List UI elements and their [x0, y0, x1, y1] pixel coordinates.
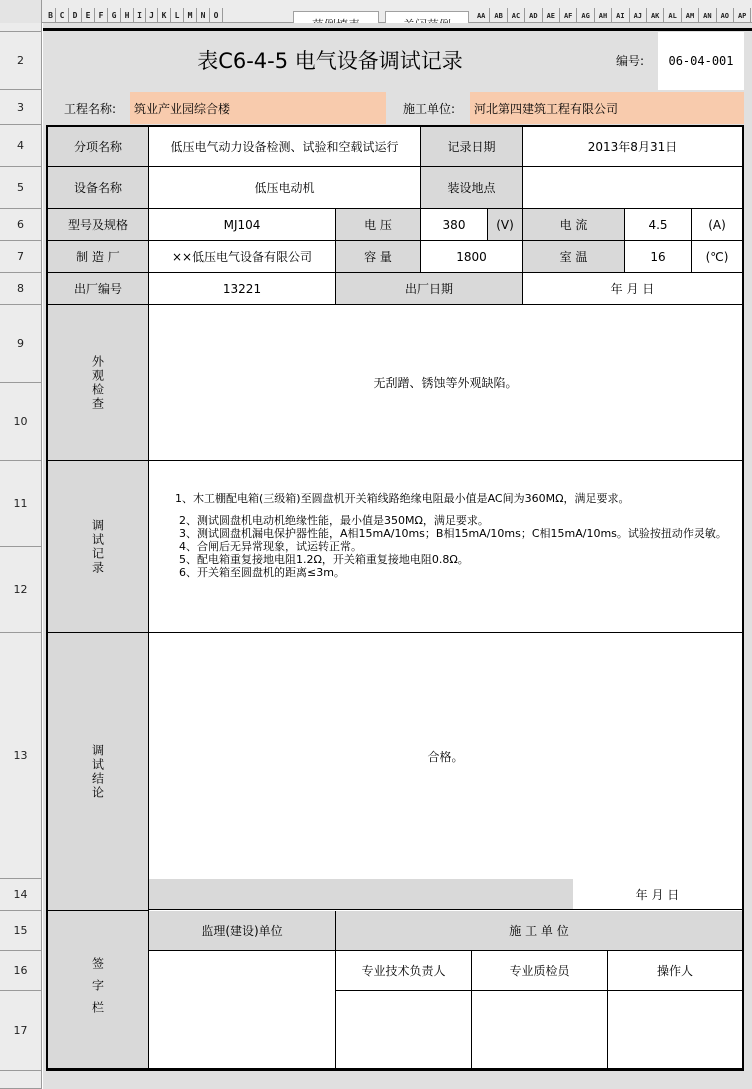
column-header-o[interactable]: O — [210, 8, 223, 23]
column-header-j[interactable]: J — [146, 8, 158, 23]
column-header-i[interactable]: I — [134, 8, 146, 23]
contractor-label[interactable]: 施工单位: — [402, 101, 456, 116]
column-header-aa[interactable]: AA — [473, 8, 490, 23]
temp-label[interactable]: 室 温 — [523, 241, 625, 273]
model-value[interactable]: MJ104 — [149, 209, 336, 241]
temp-value[interactable]: 16 — [625, 241, 692, 273]
row-header-9[interactable]: 9 — [0, 305, 42, 383]
column-header-ab[interactable]: AB — [490, 8, 507, 23]
voltage-value[interactable]: 380 — [421, 209, 488, 241]
column-header-aj[interactable]: AJ — [630, 8, 647, 23]
record-value[interactable] — [149, 461, 742, 633]
column-header-h[interactable]: H — [121, 8, 134, 23]
form-title[interactable]: 表C6-4-5 电气设备调试记录 — [197, 49, 463, 73]
quality-label[interactable]: 专业质检员 — [472, 951, 608, 991]
row-header-11[interactable]: 11 — [0, 461, 42, 547]
column-header-n[interactable]: N — [197, 8, 210, 23]
tech-lead-label[interactable]: 专业技术负责人 — [336, 951, 472, 991]
column-header-ap[interactable]: AP — [734, 8, 751, 23]
device-value[interactable]: 低压电动机 — [149, 167, 421, 209]
sheet-top-border — [43, 28, 752, 31]
column-header-af[interactable]: AF — [560, 8, 577, 23]
supervisor-sign-area[interactable] — [149, 951, 336, 1069]
date-label[interactable]: 记录日期 — [421, 127, 523, 167]
number-value[interactable]: 06-04-001 — [658, 32, 744, 90]
capacity-value[interactable]: 1800 — [421, 241, 523, 273]
row-header-17[interactable]: 17 — [0, 991, 42, 1071]
column-header-ac[interactable]: AC — [508, 8, 525, 23]
column-header-al[interactable]: AL — [664, 8, 681, 23]
device-label[interactable]: 设备名称 — [48, 167, 149, 209]
capacity-label[interactable]: 容 量 — [336, 241, 421, 273]
row-header-16[interactable]: 16 — [0, 951, 42, 991]
sign-label-text: 签字栏 — [90, 956, 105, 1023]
conclusion-label[interactable] — [48, 633, 149, 911]
row-header-15[interactable]: 15 — [0, 911, 42, 951]
serial-label[interactable]: 出厂编号 — [48, 273, 149, 305]
date-value[interactable]: 2013年8月31日 — [523, 127, 742, 167]
row-header-12[interactable]: 12 — [0, 547, 42, 633]
location-value[interactable] — [523, 167, 742, 209]
appearance-label-text: 外观检查 — [90, 354, 105, 411]
column-header-ad[interactable]: AD — [525, 8, 542, 23]
column-header-am[interactable]: AM — [682, 8, 699, 23]
record-line-3: 3、测试圆盘机漏电保护器性能，A相15mA/10ms；B相15mA/10ms；C相15mA/10ms。试验按扭动作灵敏。 — [179, 527, 727, 540]
project-value[interactable]: 筑业产业园综合楼 — [130, 92, 386, 124]
row-header-4[interactable]: 4 — [0, 125, 42, 167]
column-header-ao[interactable]: AO — [717, 8, 734, 23]
select-all-corner[interactable] — [0, 0, 42, 23]
row-header-6[interactable]: 6 — [0, 209, 42, 241]
column-header-m[interactable]: M — [184, 8, 197, 23]
column-header-l[interactable]: L — [171, 8, 184, 23]
supervisor-label[interactable]: 监理(建设)单位 — [149, 911, 336, 951]
current-value[interactable]: 4.5 — [625, 209, 692, 241]
appearance-label[interactable] — [48, 305, 149, 461]
row-header-2[interactable]: 2 — [0, 32, 42, 90]
column-header-an[interactable]: AN — [699, 8, 716, 23]
column-header-g[interactable]: G — [108, 8, 121, 23]
record-line-1: 1、木工棚配电箱(三级箱)至圆盘机开关箱线路绝缘电阻最小值是AC间为360MΩ，满足要求。 — [175, 492, 630, 505]
record-line-2: 2、测试圆盘机电动机绝缘性能，最小值是350MΩ，满足要求。 — [179, 514, 489, 527]
record-label-text: 调试记录 — [90, 518, 105, 575]
item-value[interactable]: 低压电气动力设备检测、试验和空载试运行 — [149, 127, 421, 167]
operator-label[interactable]: 操作人 — [608, 951, 742, 991]
row-header[interactable] — [0, 1071, 42, 1089]
column-header-k[interactable]: K — [158, 8, 171, 23]
record-label[interactable] — [48, 461, 149, 633]
factory-date-label[interactable]: 出厂日期 — [336, 273, 523, 305]
column-header-f[interactable]: F — [95, 8, 108, 23]
appearance-value[interactable]: 无刮蹭、锈蚀等外观缺陷。 — [149, 305, 742, 461]
column-header-d[interactable]: D — [69, 8, 82, 23]
row-header-7[interactable]: 7 — [0, 241, 42, 273]
operator-sign-area[interactable] — [608, 991, 742, 1069]
maker-value[interactable]: ××低压电气设备有限公司 — [149, 241, 336, 273]
row-header-8[interactable]: 8 — [0, 273, 42, 305]
temp-unit: (℃) — [692, 241, 742, 273]
item-label[interactable]: 分项名称 — [48, 127, 149, 167]
row-header-3[interactable]: 3 — [0, 90, 42, 125]
quality-sign-area[interactable] — [472, 991, 608, 1069]
current-unit: (A) — [692, 209, 742, 241]
conclusion-gray-band — [149, 879, 573, 910]
voltage-unit: (V) — [488, 209, 523, 241]
model-label[interactable]: 型号及规格 — [48, 209, 149, 241]
conclusion-label-text: 调试结论 — [90, 743, 105, 800]
current-label[interactable]: 电 流 — [523, 209, 625, 241]
voltage-label[interactable]: 电 压 — [336, 209, 421, 241]
row-header[interactable] — [0, 23, 42, 32]
column-header-ak[interactable]: AK — [647, 8, 664, 23]
column-header-c[interactable]: C — [56, 8, 69, 23]
row-header-10[interactable]: 10 — [0, 383, 42, 461]
contractor-value[interactable]: 河北第四建筑工程有限公司 — [470, 92, 744, 124]
column-header-b[interactable]: B — [46, 8, 56, 23]
column-header-ae[interactable]: AE — [543, 8, 560, 23]
construction-label[interactable]: 施 工 单 位 — [336, 911, 742, 951]
row-header-5[interactable]: 5 — [0, 167, 42, 209]
row-header-13[interactable]: 13 — [0, 633, 42, 879]
record-line-5: 5、配电箱重复接地电阻1.2Ω，开关箱重复接地电阻0.8Ω。 — [179, 553, 469, 566]
column-header-ai[interactable]: AI — [612, 8, 629, 23]
project-label[interactable]: 工程名称: — [63, 101, 117, 116]
record-line-4: 4、合闸后无异常现象，试运转正常。 — [179, 540, 362, 553]
sign-label[interactable] — [48, 911, 149, 1069]
number-label[interactable]: 编号: — [615, 53, 645, 68]
record-line-6: 6、开关箱至圆盘机的距离≤3m。 — [179, 566, 345, 579]
column-header-ah[interactable]: AH — [595, 8, 612, 23]
maker-label[interactable]: 制 造 厂 — [48, 241, 149, 273]
column-header-ag[interactable]: AG — [577, 8, 594, 23]
factory-date-value[interactable]: 年 月 日 — [523, 273, 742, 305]
tech-lead-sign-area[interactable] — [336, 991, 472, 1069]
serial-value[interactable]: 13221 — [149, 273, 336, 305]
row-header-14[interactable]: 14 — [0, 879, 42, 911]
conclusion-value[interactable]: 合格。 — [427, 749, 464, 764]
conclusion-date[interactable]: 年 月 日 — [573, 879, 742, 910]
location-label[interactable]: 装设地点 — [421, 167, 523, 209]
column-header-e[interactable]: E — [82, 8, 95, 23]
